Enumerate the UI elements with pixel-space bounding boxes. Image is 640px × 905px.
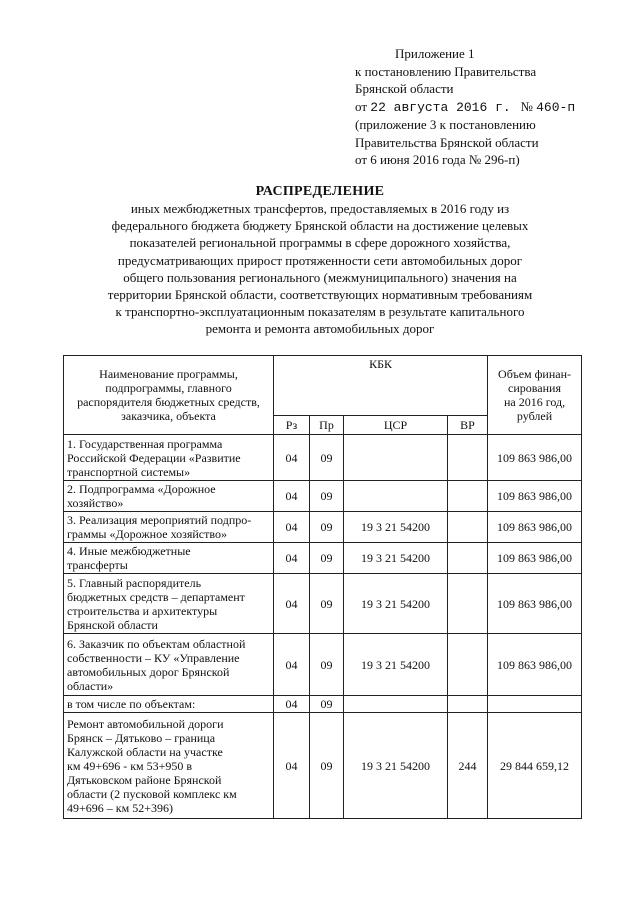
row-pr: 09 — [310, 634, 344, 696]
subtitle-line: ремонта и ремонта автомобильных дорог — [205, 321, 435, 337]
row-csr: 19 3 21 54200 — [344, 574, 448, 634]
document-title: РАСПРЕДЕЛЕНИЕ — [255, 184, 385, 199]
row-name: 6. Заказчик по объектам областной собственности – КУ «Управление автомобильных дорог Брянской области» — [64, 634, 274, 696]
appendix-title: Приложение 1 — [395, 46, 475, 61]
table-row — [64, 543, 582, 574]
row-pr: 09 — [310, 574, 344, 634]
row-rz: 04 — [274, 574, 310, 634]
row-vr — [448, 574, 488, 634]
table-row — [64, 481, 582, 512]
header-row — [64, 356, 582, 416]
row-pr: 09 — [310, 696, 344, 713]
row-csr: 19 3 21 54200 — [344, 543, 448, 574]
row-vr — [448, 435, 488, 481]
header-pr: Пр — [310, 416, 344, 435]
subtitle-line: общего пользования регионального (межмуниципального) значения на — [123, 269, 517, 285]
row-rz: 04 — [274, 543, 310, 574]
row-amount: 109 863 986,00 — [488, 634, 582, 696]
row-rz: 04 — [274, 634, 310, 696]
row-name: 3. Реализация мероприятий подпро- граммы «Дорожное хозяйство» — [64, 512, 274, 543]
table-row — [64, 696, 582, 713]
row-rz: 04 — [274, 512, 310, 543]
table-row — [64, 634, 582, 696]
row-rz: 04 — [274, 696, 310, 713]
appendix-line: к постановлению Правительства — [355, 63, 537, 79]
row-vr — [448, 512, 488, 543]
subtitle-line: предусматривающих прирост протяженности сети автомобильных дорог — [117, 252, 523, 268]
row-name: 2. Подпрограмма «Дорожное хозяйство» — [64, 481, 274, 512]
row-rz: 04 — [274, 713, 310, 819]
subtitle-line: территории Брянской области, соответствующих нормативным требованиям — [107, 287, 533, 303]
row-csr: 19 3 21 54200 — [344, 512, 448, 543]
appendix-line: от 6 июня 2016 года № 296-п) — [355, 152, 520, 167]
row-amount: 109 863 986,00 — [488, 512, 582, 543]
date-value: 22 августа 2016 г. — [370, 99, 511, 115]
header-kbk: КБК — [274, 356, 488, 416]
header-rz: Рз — [274, 416, 310, 435]
row-name: 1. Государственная программа Российской Федерации «Развитие транспортной системы» — [64, 435, 274, 481]
table-row — [64, 512, 582, 543]
row-pr: 09 — [310, 512, 344, 543]
row-vr — [448, 696, 488, 713]
subtitle-line: показателей региональной программы в сфере дорожного хозяйства, — [129, 235, 511, 251]
row-pr: 09 — [310, 543, 344, 574]
row-amount: 109 863 986,00 — [488, 543, 582, 574]
row-amount — [488, 696, 582, 713]
row-vr — [448, 481, 488, 512]
row-vr — [448, 543, 488, 574]
row-csr — [344, 435, 448, 481]
row-name: Ремонт автомобильной дороги Брянск – Дятьково – граница Калужской области на участке км 49+696 - км 53+950 в Дятьковском районе Брянской области (2 пусковой комплекс км 49+696 – км 52+396) — [64, 713, 274, 819]
appendix-line: (приложение 3 к постановлению — [355, 117, 536, 132]
row-csr — [344, 481, 448, 512]
row-csr — [344, 696, 448, 713]
row-csr: 19 3 21 54200 — [344, 634, 448, 696]
appendix-header — [355, 45, 625, 169]
row-pr: 09 — [310, 435, 344, 481]
appendix-line: Брянской области — [355, 81, 454, 96]
table-row — [64, 435, 582, 481]
header-csr: ЦСР — [344, 416, 448, 435]
row-rz: 04 — [274, 435, 310, 481]
row-amount: 109 863 986,00 — [488, 574, 582, 634]
header-name: Наименование программы, подпрограммы, главного распорядителя бюджетных средств, заказчика, объекта — [64, 356, 274, 435]
header-amount: Объем финан- сирования на 2016 год, рублей — [488, 356, 582, 435]
row-name: 5. Главный распорядитель бюджетных средств – департамент строительства и архитектуры Брянской области — [64, 574, 274, 634]
subtitle-line: федерального бюджета бюджету Брянской области на достижение целевых — [111, 218, 529, 234]
row-amount: 109 863 986,00 — [488, 481, 582, 512]
appendix-date-line — [355, 98, 625, 117]
row-csr: 19 3 21 54200 — [344, 713, 448, 819]
subtitle-line: иных межбюджетных трансфертов, предоставляемых в 2016 году из — [130, 201, 510, 216]
row-pr: 09 — [310, 713, 344, 819]
header-vr: ВР — [448, 416, 488, 435]
row-amount: 29 844 659,12 — [488, 713, 582, 819]
row-name: в том числе по объектам: — [64, 696, 274, 713]
row-vr: 244 — [448, 713, 488, 819]
row-vr — [448, 634, 488, 696]
distribution-table — [63, 355, 582, 819]
number-value: 460-п — [536, 99, 576, 115]
row-name: 4. Иные межбюджетные трансферты — [64, 543, 274, 574]
table-row — [64, 574, 582, 634]
date-prefix: от — [355, 98, 368, 114]
row-pr: 09 — [310, 481, 344, 512]
row-amount: 109 863 986,00 — [488, 435, 582, 481]
row-rz: 04 — [274, 481, 310, 512]
appendix-line: Правительства Брянской области — [355, 134, 539, 150]
subtitle-line: к транспортно-эксплуатационным показателям в результате капитального — [115, 304, 525, 320]
number-prefix: № — [520, 98, 533, 114]
document-subtitle — [60, 200, 580, 338]
table-row — [64, 713, 582, 819]
